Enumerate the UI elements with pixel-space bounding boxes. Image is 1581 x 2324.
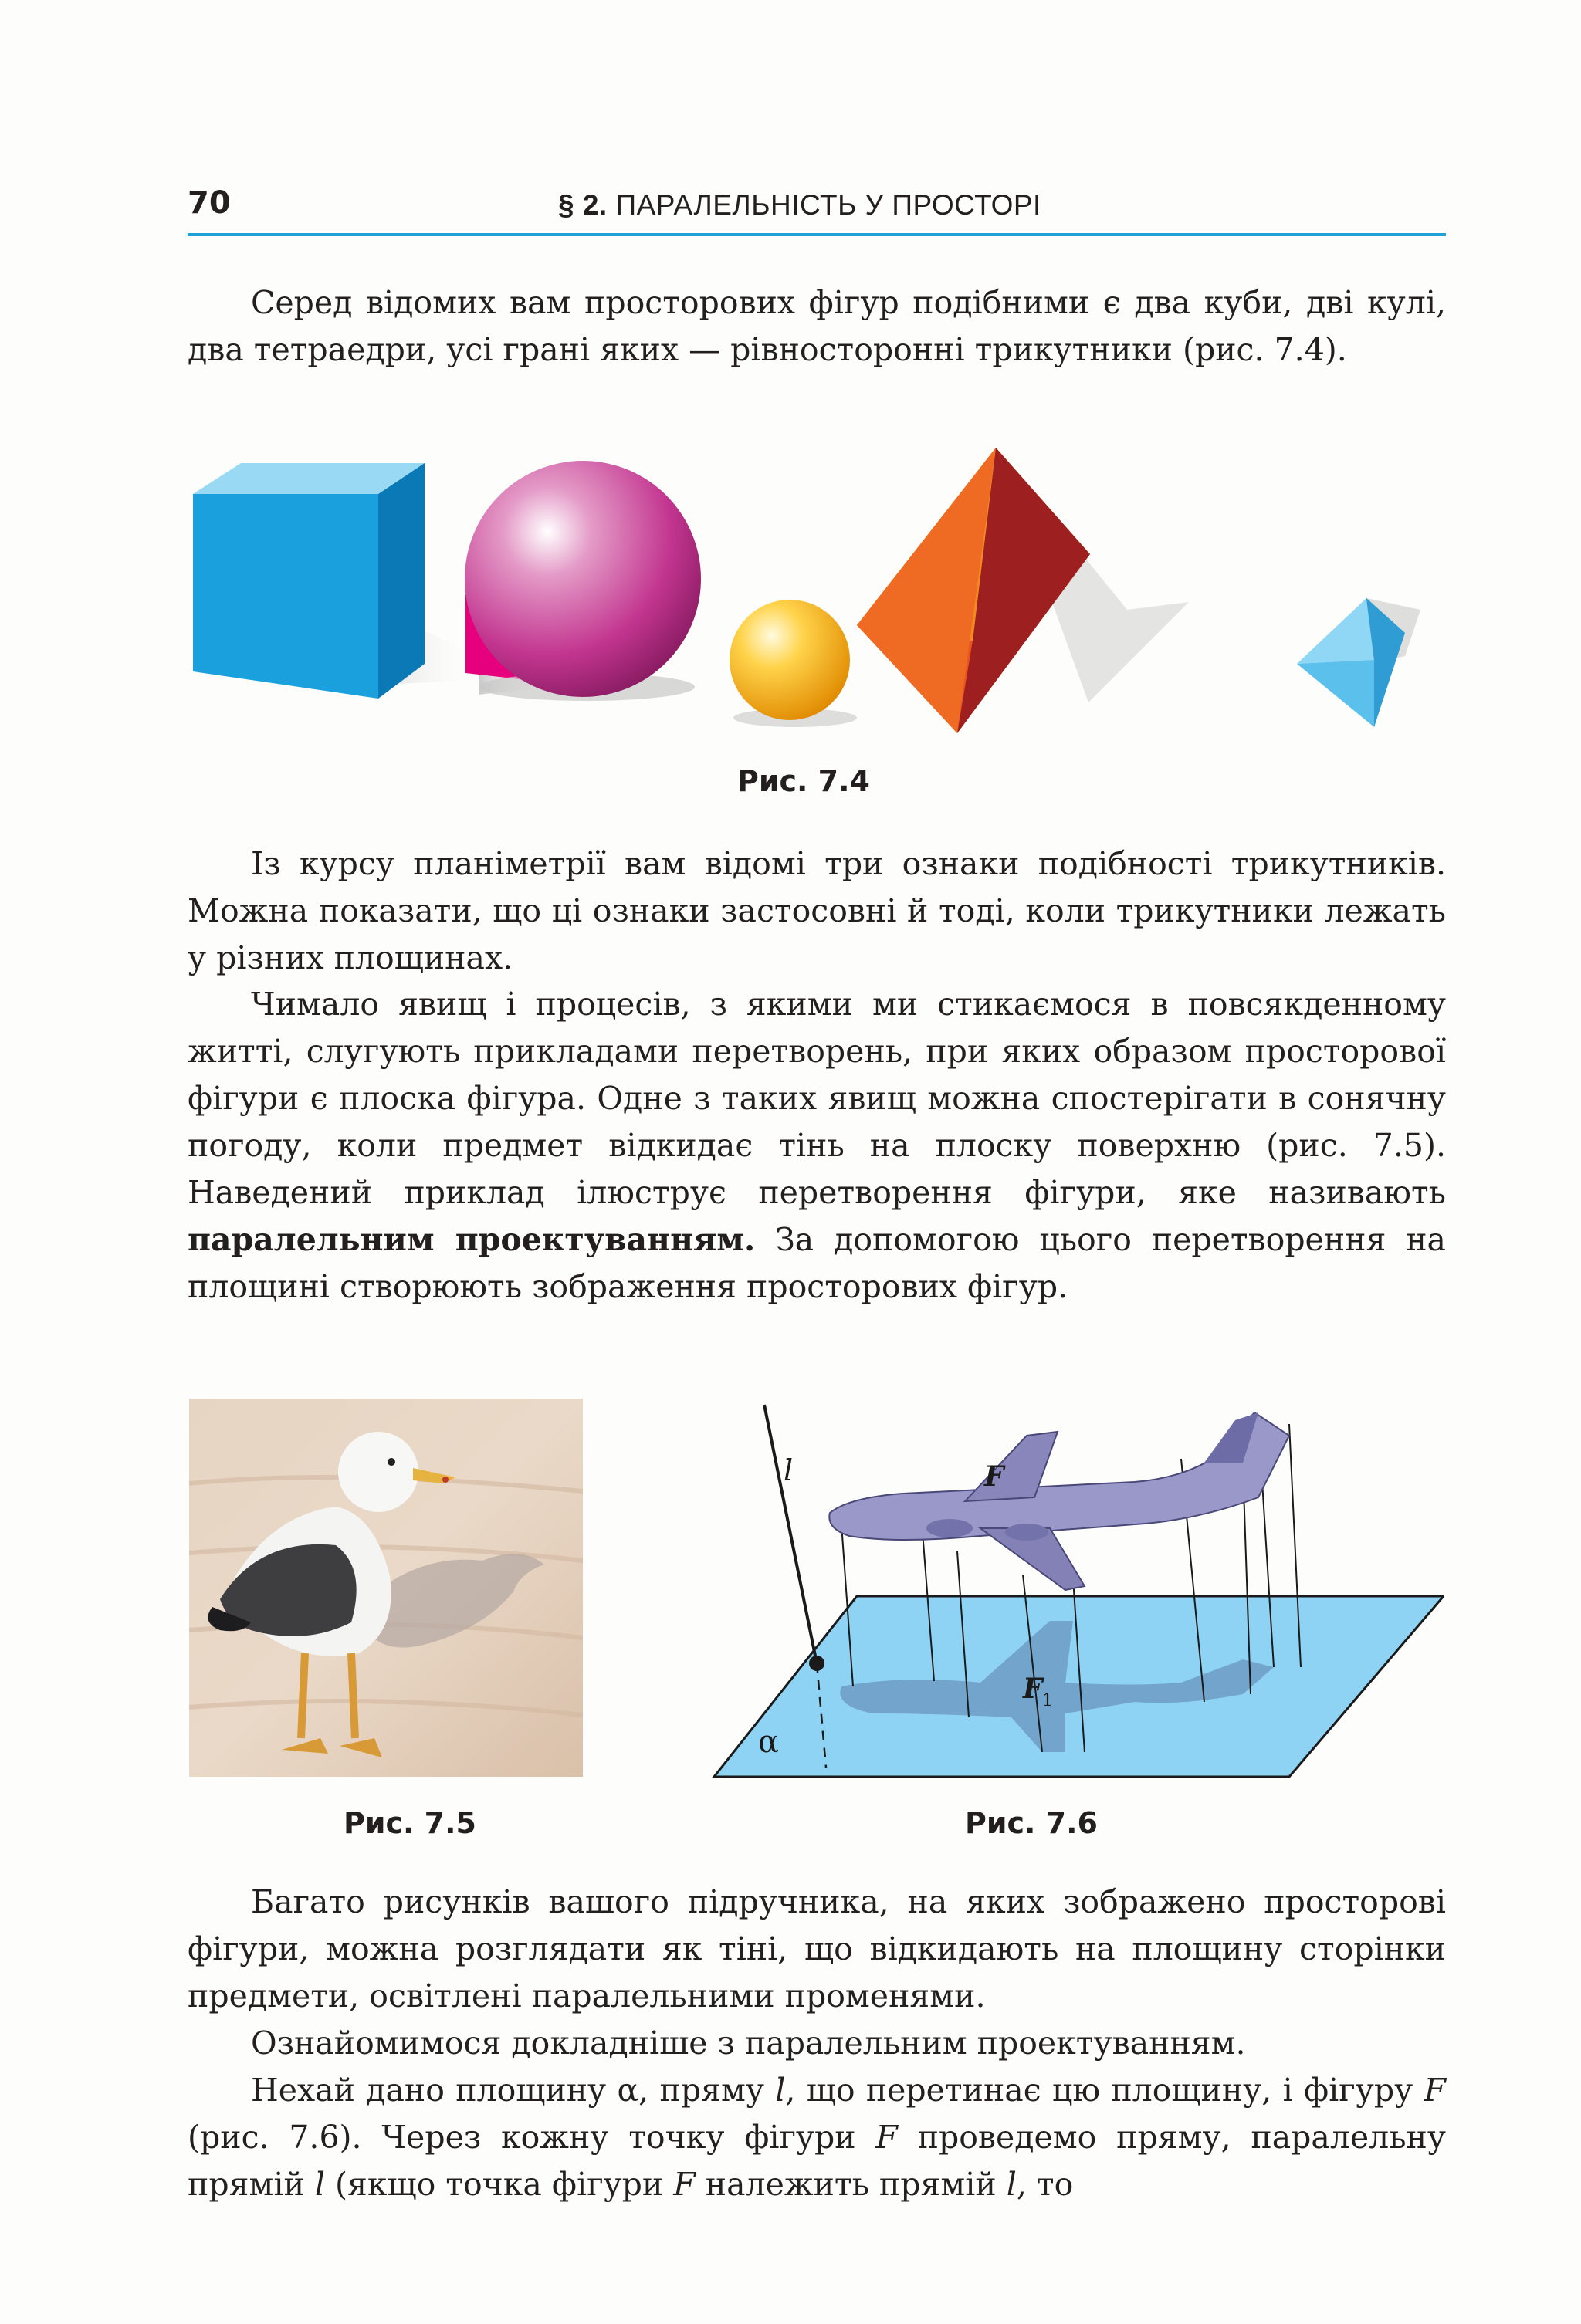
p6-f3: F [673,2166,696,2203]
p6-text-7: належить прямій [695,2166,1007,2203]
paragraph-4 [188,1879,1446,2020]
paragraph-4-text: Багато рисунків вашого підручника, на яких зображено просторові фігури, можна розглядати як тіні, що відкидають на площину сторінки предмети, освітлені паралельними променями. [188,1883,1446,2014]
figure-7-5-caption: Рис. 7.5 [344,1806,476,1840]
small-tetrahedron [1297,598,1420,727]
paragraph-3-text-a: Чимало явищ і процесів, з якими ми стикаємося в повсякденному житті, слугують прикладами перетворень, при яких образом просторової фігури є плоска фігура. Одне з таких явищ можна спостерігати в сонячну погоду, коли предмет відкидає тінь на плоску поверхню (рис. 7.5). Наведений приклад ілюструє перетворення фігури, яке називають [188,986,1446,1211]
p6-text-5: проведемо пряму, паралельну прямій [188,2119,1446,2203]
p6-text-3: , що перетинає цю площину, і фігуру [785,2072,1424,2109]
line-l [764,1405,817,1663]
p6-l2: l [314,2166,325,2203]
paragraph-5 [188,2020,1446,2067]
p6-text-6: (якщо точка фігури [324,2166,674,2203]
paragraph-5-text: Ознайомимося докладніше з паралельним проектуванням. [251,2025,1246,2062]
paragraph-2-text: Із курсу планіметрії вам відомі три ознаки подібності трикутників. Можна показати, що ці ознаки застосовні й тоді, коли трикутники лежать у різних площинах. [188,845,1446,976]
page-number: 70 [188,185,231,221]
large-cube [193,463,479,699]
p6-text-2: , пряму [638,2072,776,2109]
paragraph-1-text: Серед відомих вам просторових фігур подібними є два куби, дві кулі, два тетраедри, усі грані яких — рівносторонні трикутники (рис. 7.4). [188,284,1446,368]
p6-text-4: (рис. 7.6). Через кожну точку фігури [188,2119,876,2156]
p6-text-8: , то [1016,2166,1074,2203]
figure-7-4-caption: Рис. 7.4 [737,764,870,798]
airplane-f [829,1412,1289,1590]
label-alpha: α [758,1724,780,1760]
p6-f: F [1424,2072,1446,2109]
label-l: l [784,1453,794,1487]
paragraph-3 [188,981,1446,1311]
small-sphere [730,600,857,727]
large-tetrahedron [857,448,1189,733]
term-parallel-projection: паралельним проектуванням. [188,1221,756,1258]
figure-7-5-seagull-photo [189,1399,583,1777]
paragraph-6 [188,2067,1446,2208]
p6-alpha: α [617,2072,639,2109]
section-title [558,189,1041,222]
paragraph-3-text-b: За допомогою цього перетворення на площині створюють зображення просторових фігур. [188,1221,1446,1305]
intersection-point [809,1656,824,1671]
page-header [188,185,1446,236]
section-title-text: ПАРАЛЕЛЬНІСТЬ У ПРОСТОРІ [615,189,1041,221]
p6-f2: F [875,2119,898,2156]
paragraph-2 [188,841,1446,982]
p6-l3: l [1006,2166,1017,2203]
p6-l: l [775,2072,786,2109]
paragraph-1 [188,279,1446,374]
figure-7-6-caption: Рис. 7.6 [965,1806,1098,1840]
figure-7-6-projection-diagram [702,1389,1444,1791]
label-f: F [984,1460,1004,1493]
figure-7-4 [185,440,1451,749]
label-f1: F [1023,1673,1043,1705]
section-mark: § 2. [558,189,608,221]
label-f1-subscript: 1 [1042,1691,1053,1710]
p6-text-1: Нехай дано площину [251,2072,618,2109]
